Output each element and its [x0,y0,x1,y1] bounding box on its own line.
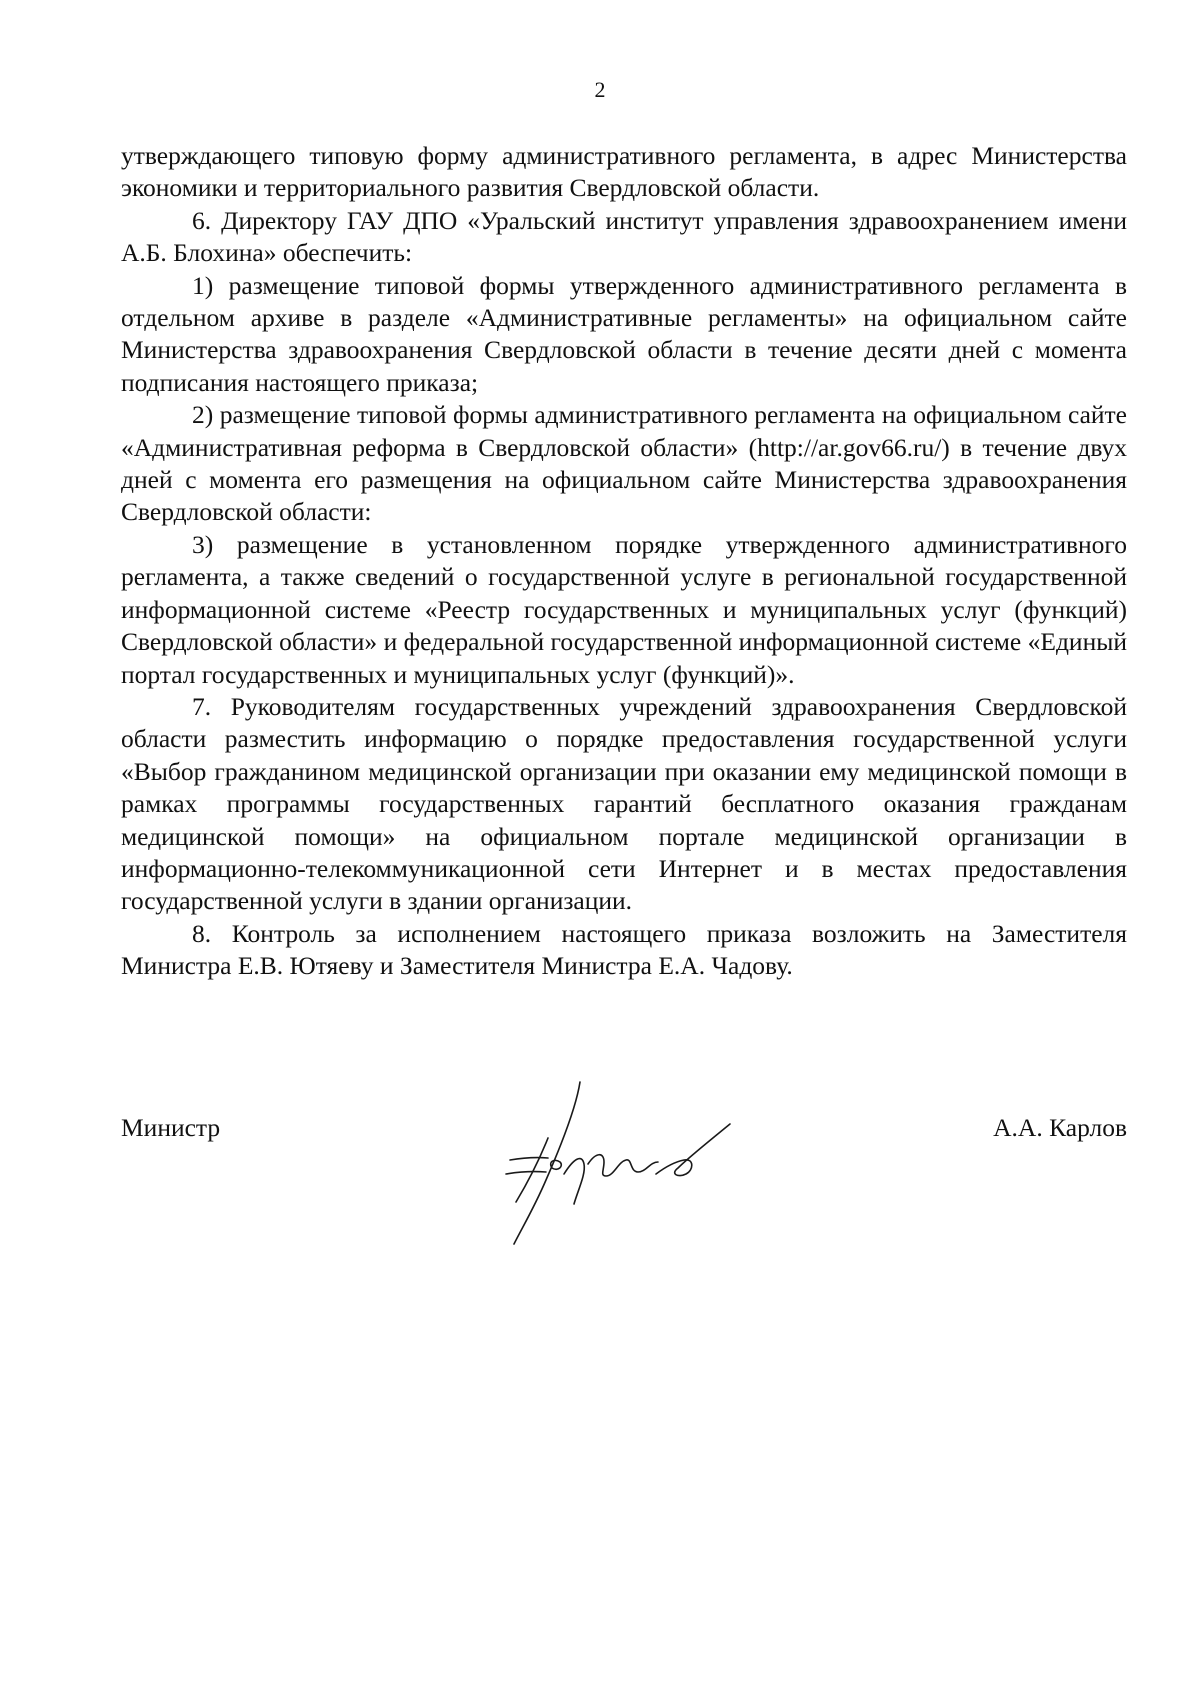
handwritten-signature [488,1078,738,1248]
paragraph-subitem-1: 1) размещение типовой формы утвержденного административного регламента в отдельном архиве в разделе «Административные регламенты» на официальном сайте Министерства здравоохранения Свердловской области в течение десяти дней с момента подписания настоящего приказа; [121,270,1127,397]
signatory-title: Министр [121,1113,221,1142]
page-number: 2 [594,77,606,102]
paragraph-item-6: 6. Директору ГАУ ДПО «Уральский институт управления здравоохранением имени А.Б. Блохина» обеспечить: [121,205,1127,268]
paragraph-item-7: 7. Руководителям государственных учреждений здравоохранения Свердловской области разместить информацию о порядке предоставления государственной услуги «Выбор гражданином медицинской организации при оказании ему медицинской помощи в рамках программы государственных гарантий бесплатного оказания гражданам медицинской помощи» на официальном портале медицинской организации в информационно-телекоммуникационной сети Интернет и в местах предоставления государственной услуги в здании организации. [121,691,1127,916]
signatory-name: А.А. Карлов [993,1113,1127,1142]
document-body [121,140,1127,983]
paragraph-continuation: утверждающего типовую форму административного регламента, в адрес Министерства экономики и территориального развития Свердловской области. [121,141,1127,203]
paragraph-subitem-2: 2) размещение типовой формы административного регламента на официальном сайте «Административная реформа в Свердловской области» (http://ar.gov66.ru/) в течение двух дней с момента его размещения на официальном сайте Министерства здравоохранения Свердловской области: [121,400,1127,527]
paragraph-subitem-3: 3) размещение в установленном порядке утвержденного административного регламента, а также сведений о государственной услуге в региональной государственной информационной системе «Реестр государственных и муниципальных услуг (функций) Свердловской области» и федеральной государственной информационной системе «Единый портал государственных и муниципальных услуг (функций)». [121,529,1127,689]
paragraph-item-8: 8. Контроль за исполнением настоящего приказа возложить на Заместителя Министра Е.В. Ютяеву и Заместителя Министра Е.А. Чадову. [121,918,1127,981]
